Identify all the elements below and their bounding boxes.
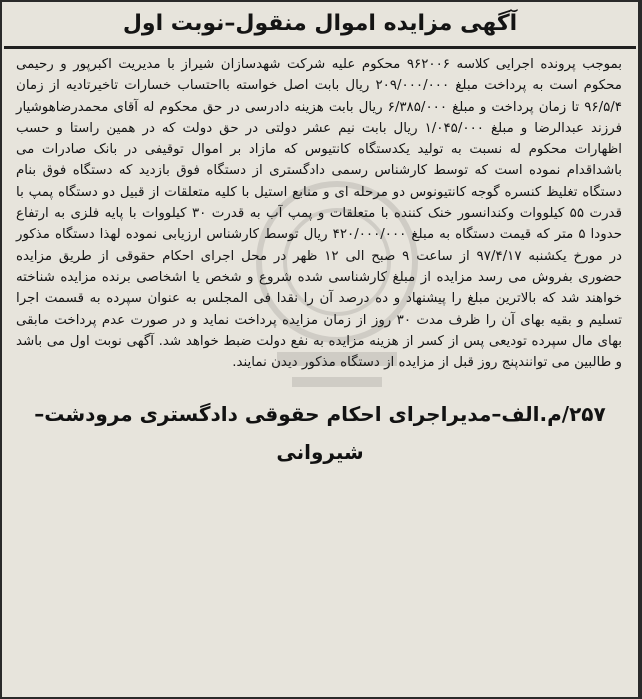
notice-body-paragraph: بموجب پرونده اجرایی کلاسه ۹۶۲۰۰۶ محکوم علیه شرکت شهدسازان شیراز با مدیریت اکبرپور و رحیمی محکوم است به پرداخت مبلغ ۲۰۹/۰۰۰/۰۰۰ ریال بابت اصل خواسته بااحتساب خسارات تاخیرتادیه از زمان ۹۶/۵/۴ تا زمان پرداخت و مبلغ ۶/۳۸۵/۰۰۰ ریال بابت هزینه دادرسی در حق محکوم له آقای محمدرضاهوشیار فرزند عبدالرضا و مبلغ ۱/۰۴۵/۰۰۰ ریال بابت نیم عشر دولتی در حق دولت که در همین راستا و حسب اظهارات محکوم له نسبت به تولید یکدستگاه کانتیوس که مازاد بر اموال توقیفی در بانک صادرات می باشداقدام نموده است که توسط کارشناس رسمی دادگستری از دستگاه فوق بازدید که دستگاه فوق بنام دستگاه تغلیظ کنسره گوجه کانتیونوس دو مرحله ای و منابع استیل با کلیه متعلقات از قبیل دو دستگاه پمپ با قدرت ۵۵ کیلووات وکندانسور خنک کننده با متعلقات و پمپ آب به قدرت ۳۰ کیلووات با پایه فلزی به ارتفاع حدودا ۵ متر که قیمت دستگاه به مبلغ ۴۲۰/۰۰۰/۰۰۰ ریال توسط کارشناس ارزیابی نموده لهذا دستگاه مذکور در مورخ یکشنبه ۹۷/۴/۱۷ از ساعت ۹ صبح الی ۱۲ ظهر در محل اجرای احکام حقوقی از طریق مزایده حضوری بفروش می رسد مزایده از مبلغ کارشناسی شده شروع و شخص یا اشخاصی برنده مزایده شناخته خواهند شد که بالاترین مبلغ را پیشنهاد و ده درصد آن را نقدا فی المجلس به عنوان سپرده به قسمت اجرا تسلیم و بقیه بهای آن را ظرف مدت ۳۰ روز از زمان مزایده پرداخت نماید و در صورت عدم پرداخت مابقی بهای مال سپرده تودیعی پس از کسر از هزینه مزایده به نفع دولت ضبط خواهد شد. آگهی نوبت اول می باشد و طالبین می توانندپنج روز قبل از مزایده از دستگاه مذکور دیدن نمایند.: [16, 57, 623, 371]
notice-body: [2, 49, 638, 373]
notice-title: آگهی مزایده اموال منقول–نوبت اول: [122, 11, 518, 36]
signature-line-name: شیروانی: [276, 440, 364, 465]
signature-line-office: ۲۵۷/م.الف–مدیراجرای احکام حقوقی دادگستری مرودشت–: [34, 402, 606, 427]
notice-signature: [2, 373, 638, 471]
